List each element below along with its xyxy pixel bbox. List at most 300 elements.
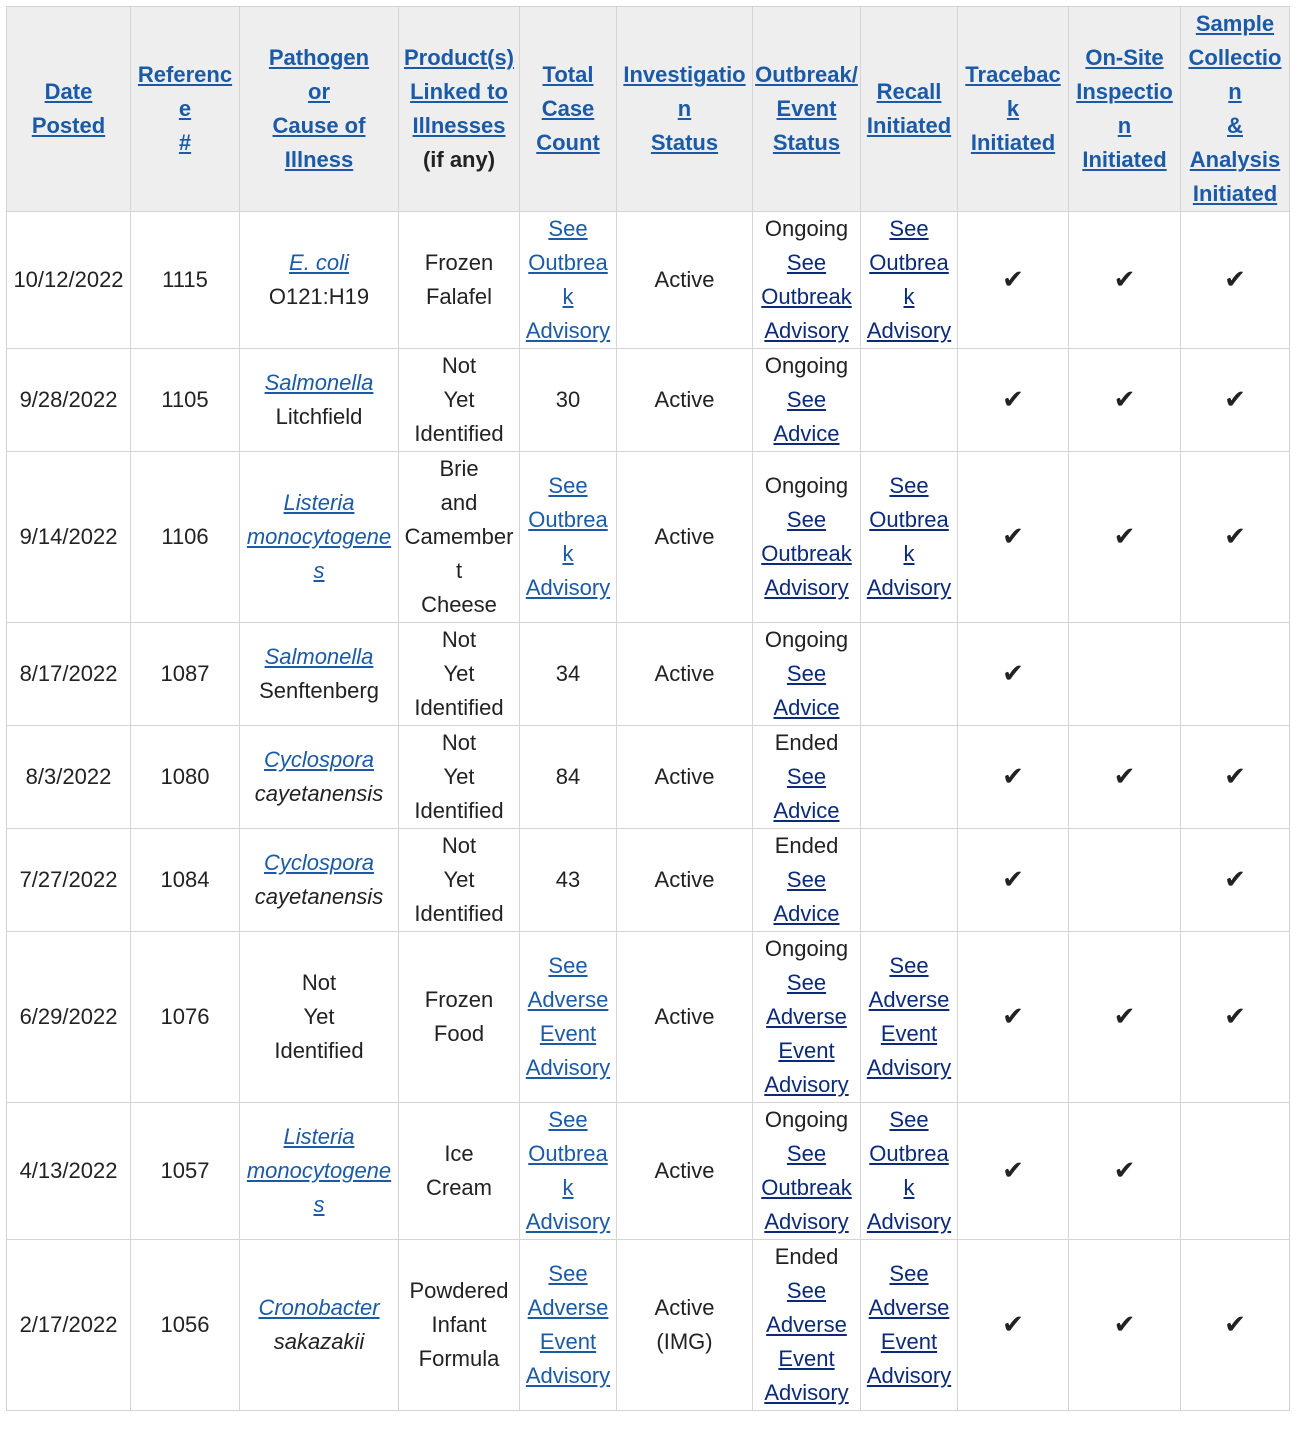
reference-number: 1080 <box>160 764 210 789</box>
outbreak-advisory-link-text: See <box>786 507 827 532</box>
outbreak-advisory-link-text: Advice <box>773 798 840 823</box>
product-text: Yet <box>443 387 475 412</box>
outbreak-advisory-link-text: Advisory <box>764 1209 849 1234</box>
checkmark-icon: ✔ <box>1113 761 1136 791</box>
date-posted: 2/17/2022 <box>19 1312 118 1337</box>
header-onsite-text: On-Site <box>1085 45 1164 70</box>
case-count-advisory-link-text: See <box>548 953 588 978</box>
cell-outbreak-status <box>753 212 861 349</box>
cell-investigation-status <box>617 726 753 829</box>
outbreak-status-text: Ended <box>774 730 839 755</box>
outbreak-advisory-link[interactable] <box>757 1137 856 1239</box>
header-traceback-text: Initiated <box>970 130 1056 155</box>
cell-pathogen <box>240 452 399 623</box>
checkmark-icon: ✔ <box>1002 761 1024 791</box>
checkmark-icon: ✔ <box>1002 264 1024 294</box>
cell-recall <box>861 1240 958 1411</box>
outbreak-advisory-link-text: Advisory <box>764 1072 849 1097</box>
header-outbreak-sort-link[interactable] <box>755 58 858 160</box>
product-text: Ice <box>444 1141 474 1166</box>
outbreak-advisory-link-text: Advisory <box>764 318 849 343</box>
header-reference-number <box>131 7 240 212</box>
header-cases-text: Case <box>541 96 595 121</box>
reference-number: 1056 <box>160 1312 210 1337</box>
header-onsite-sort-link[interactable] <box>1071 41 1178 177</box>
cell-recall <box>861 726 958 829</box>
cell-recall <box>861 452 958 623</box>
outbreak-advisory-link[interactable] <box>757 246 856 348</box>
cell-case-count <box>520 623 617 726</box>
recall-advisory-link-text: Adverse <box>868 1295 950 1320</box>
product-text: Identified <box>414 695 504 720</box>
cell-investigation-status <box>617 932 753 1103</box>
cell-product <box>399 212 520 349</box>
investigation-status: Active <box>654 1004 715 1029</box>
cell-outbreak-status <box>753 1103 861 1240</box>
pathogen-link[interactable] <box>244 246 394 280</box>
investigation-status: Active <box>654 387 715 412</box>
checkmark-icon: ✔ <box>1002 384 1024 414</box>
pathogen-text: Yet <box>303 1004 335 1029</box>
date-posted: 8/3/2022 <box>25 764 112 789</box>
cell-product <box>399 623 520 726</box>
cell-onsite-inspection <box>1069 726 1181 829</box>
recall-advisory-link-text: See <box>889 473 929 498</box>
cell-product <box>399 1240 520 1411</box>
checkmark-icon: ✔ <box>1224 1001 1246 1031</box>
cell-date-posted <box>7 1240 131 1411</box>
cell-sample-collection <box>1181 829 1290 932</box>
cell-case-count <box>520 212 617 349</box>
recall-advisory-link-text: Event <box>880 1021 938 1046</box>
investigation-status: Active <box>654 1158 715 1183</box>
product-text: Not <box>441 833 477 858</box>
cell-reference <box>131 452 240 623</box>
pathogen-link-text: Cyclospora <box>263 747 375 772</box>
reference-number: 1076 <box>160 1004 210 1029</box>
cell-pathogen <box>240 1103 399 1240</box>
cell-reference <box>131 1240 240 1411</box>
cell-outbreak-status <box>753 452 861 623</box>
case-count: 34 <box>555 661 581 686</box>
outbreak-advisory-link[interactable] <box>757 760 856 828</box>
cell-case-count <box>520 1103 617 1240</box>
recall-advisory-link-text: Advisory <box>866 1363 952 1388</box>
cell-recall <box>861 212 958 349</box>
outbreak-advisory-link-text: Advice <box>773 421 840 446</box>
outbreak-advisory-link[interactable] <box>757 1274 856 1410</box>
outbreak-advisory-link-text: Event <box>778 1038 835 1063</box>
header-investigation-sort-link[interactable] <box>619 58 750 160</box>
pathogen-link-text: E. coli <box>289 250 349 275</box>
case-count: 30 <box>555 387 581 412</box>
checkmark-icon: ✔ <box>1002 1155 1024 1185</box>
cell-case-count <box>520 349 617 452</box>
recall-advisory-link-text: Advisory <box>866 575 952 600</box>
case-count-advisory-link-text: Adverse <box>527 987 609 1012</box>
cell-reference <box>131 1103 240 1240</box>
product-text: Not <box>441 730 477 755</box>
cell-product <box>399 349 520 452</box>
case-count-advisory-link-text: Event <box>539 1021 597 1046</box>
header-product-sort-link[interactable] <box>401 41 517 143</box>
recall-advisory-link[interactable] <box>865 1257 953 1393</box>
outbreak-advisory-link-text: Advisory <box>764 575 849 600</box>
investigation-status: Active <box>654 1295 715 1320</box>
case-count-advisory-link[interactable] <box>524 469 612 605</box>
product-text: Food <box>433 1021 485 1046</box>
pathogen-link[interactable] <box>244 1120 394 1222</box>
header-product-text: Product(s) <box>404 45 514 70</box>
recall-advisory-link-text: Outbreak <box>869 507 949 566</box>
case-count-advisory-link-text: Outbreak <box>528 507 608 566</box>
pathogen-link-text: monocytogenes <box>246 1158 392 1217</box>
cell-outbreak-status <box>753 1240 861 1411</box>
recall-advisory-link-text: See <box>889 1261 929 1286</box>
cell-recall <box>861 1103 958 1240</box>
checkmark-icon: ✔ <box>1113 1309 1136 1339</box>
cell-investigation-status <box>617 349 753 452</box>
outbreak-advisory-link[interactable] <box>757 383 856 451</box>
recall-advisory-link-text: Event <box>880 1329 938 1354</box>
recall-advisory-link[interactable] <box>865 212 953 348</box>
cell-investigation-status <box>617 829 753 932</box>
pathogen-link-text: Listeria <box>283 1124 355 1149</box>
header-outbreak-text: Outbreak/ <box>755 62 858 87</box>
outbreak-advisory-link[interactable] <box>757 657 856 725</box>
cell-onsite-inspection <box>1069 932 1181 1103</box>
pathogen-link[interactable] <box>244 366 394 400</box>
header-pathogen-sort-link[interactable] <box>242 41 396 177</box>
investigation-status: (IMG) <box>656 1329 713 1354</box>
header-onsite-text: Inspection <box>1076 79 1173 138</box>
header-date-text: Posted <box>31 113 106 138</box>
checkmark-icon: ✔ <box>1113 1155 1136 1185</box>
pathogen-link[interactable] <box>244 640 394 674</box>
table-row <box>7 726 1290 829</box>
checkmark-icon: ✔ <box>1113 1001 1136 1031</box>
header-traceback-initiated <box>958 7 1069 212</box>
case-count-advisory-link-text: Event <box>539 1329 597 1354</box>
header-investigation-text: Investigation <box>623 62 746 121</box>
header-recall-initiated <box>861 7 958 212</box>
pathogen-link-text: Listeria <box>283 490 355 515</box>
checkmark-icon: ✔ <box>1224 761 1246 791</box>
product-text: Cream <box>425 1175 492 1200</box>
investigation-status: Active <box>654 661 715 686</box>
checkmark-icon: ✔ <box>1224 864 1246 894</box>
case-count-advisory-link[interactable] <box>524 1103 612 1239</box>
cell-pathogen <box>240 1240 399 1411</box>
outbreak-advisory-link-text: See <box>786 867 827 892</box>
checkmark-icon: ✔ <box>1224 384 1246 414</box>
cell-recall <box>861 349 958 452</box>
cell-pathogen <box>240 623 399 726</box>
table-body <box>7 212 1290 1411</box>
case-count-advisory-link-text: See <box>548 216 588 241</box>
date-posted: 9/14/2022 <box>19 524 118 549</box>
date-posted: 10/12/2022 <box>13 267 124 292</box>
checkmark-icon: ✔ <box>1002 521 1024 551</box>
table-row <box>7 623 1290 726</box>
reference-number: 1115 <box>162 267 208 292</box>
checkmark-icon: ✔ <box>1113 264 1136 294</box>
case-count-advisory-link-text: See <box>548 473 588 498</box>
investigation-status: Active <box>654 867 715 892</box>
cell-sample-collection <box>1181 212 1290 349</box>
cell-onsite-inspection <box>1069 623 1181 726</box>
recall-advisory-link[interactable] <box>865 949 953 1085</box>
table-row <box>7 212 1290 349</box>
recall-advisory-link[interactable] <box>865 469 953 605</box>
recall-advisory-link-text: Advisory <box>866 1209 952 1234</box>
reference-number: 1106 <box>161 524 209 549</box>
product-text: Not <box>441 627 477 652</box>
header-investigation-status <box>617 7 753 212</box>
cell-investigation-status <box>617 1240 753 1411</box>
case-count: 84 <box>555 764 581 789</box>
case-count-advisory-link-text: Outbreak <box>528 250 608 309</box>
product-text: Yet <box>443 661 475 686</box>
outbreak-advisory-link-text: Outbreak <box>761 541 852 566</box>
outbreak-advisory-link-text: Adverse <box>766 1312 847 1337</box>
checkmark-icon: ✔ <box>1224 521 1246 551</box>
cell-date-posted <box>7 1103 131 1240</box>
header-pathogen-text: Pathogen <box>268 45 370 70</box>
checkmark-icon: ✔ <box>1224 264 1246 294</box>
pathogen-link[interactable] <box>244 743 394 777</box>
reference-number: 1087 <box>160 661 210 686</box>
product-text: Camembert <box>404 524 514 583</box>
product-text: Yet <box>443 764 475 789</box>
cell-case-count <box>520 829 617 932</box>
cell-case-count <box>520 932 617 1103</box>
header-outbreak-status <box>753 7 861 212</box>
product-text: Not <box>441 353 477 378</box>
header-recall-text: Recall <box>876 79 942 104</box>
header-pathogen-text: Cause of <box>272 113 366 138</box>
header-sample-text: Collection <box>1188 45 1282 104</box>
pathogen-text: Identified <box>274 1038 364 1063</box>
cell-product <box>399 452 520 623</box>
header-date-posted <box>7 7 131 212</box>
recall-advisory-link-text: See <box>889 216 929 241</box>
pathogen-link-text: Salmonella <box>264 644 374 669</box>
outbreak-advisory-link[interactable] <box>757 966 856 1102</box>
cell-reference <box>131 349 240 452</box>
outbreak-advisory-link[interactable] <box>757 863 856 931</box>
pathogen-text: sakazakii <box>273 1329 365 1354</box>
pathogen-text: cayetanensis <box>254 884 384 909</box>
cell-product <box>399 932 520 1103</box>
outbreak-advisory-link-text: See <box>786 250 827 275</box>
cell-traceback <box>958 452 1069 623</box>
cell-date-posted <box>7 932 131 1103</box>
cell-onsite-inspection <box>1069 349 1181 452</box>
pathogen-link-text: monocytogenes <box>246 524 392 583</box>
product-text: Identified <box>414 901 504 926</box>
cell-investigation-status <box>617 623 753 726</box>
case-count-advisory-link[interactable] <box>524 1257 612 1393</box>
cell-sample-collection <box>1181 932 1290 1103</box>
investigation-status: Active <box>654 764 715 789</box>
table-header-row <box>7 7 1290 212</box>
date-posted: 4/13/2022 <box>19 1158 118 1183</box>
cell-sample-collection <box>1181 623 1290 726</box>
recall-advisory-link[interactable] <box>865 1103 953 1239</box>
checkmark-icon: ✔ <box>1002 658 1024 688</box>
outbreak-status-text: Ongoing <box>764 1107 849 1132</box>
pathogen-text: O121:H19 <box>268 284 370 309</box>
cell-outbreak-status <box>753 829 861 932</box>
header-sample-text: Analysis <box>1189 147 1281 172</box>
outbreak-status-text: Ongoing <box>764 473 849 498</box>
cell-investigation-status <box>617 452 753 623</box>
case-count-advisory-link-text: Advisory <box>525 575 611 600</box>
header-product-text: Linked to <box>410 79 508 104</box>
cell-reference <box>131 932 240 1103</box>
cell-traceback <box>958 1240 1069 1411</box>
cell-pathogen <box>240 212 399 349</box>
header-cases-sort-link[interactable] <box>522 58 614 160</box>
outbreak-advisory-link[interactable] <box>757 503 856 605</box>
product-text: Brie <box>439 456 479 481</box>
product-text: Frozen <box>424 987 494 1012</box>
reference-number: 1105 <box>161 387 209 412</box>
pathogen-text: cayetanensis <box>254 781 384 806</box>
outbreak-status-text: Ongoing <box>764 353 849 378</box>
cell-sample-collection <box>1181 452 1290 623</box>
outbreak-table-container <box>6 6 1289 1411</box>
pathogen-link-text: Cyclospora <box>263 850 375 875</box>
cell-product <box>399 726 520 829</box>
header-total-case-count <box>520 7 617 212</box>
cell-reference <box>131 829 240 932</box>
table-row <box>7 829 1290 932</box>
cell-date-posted <box>7 829 131 932</box>
cell-outbreak-status <box>753 932 861 1103</box>
header-traceback-sort-link[interactable] <box>960 58 1066 160</box>
checkmark-icon: ✔ <box>1002 864 1024 894</box>
date-posted: 7/27/2022 <box>19 867 118 892</box>
cell-pathogen <box>240 829 399 932</box>
outbreak-advisory-link-text: See <box>786 764 827 789</box>
cell-case-count <box>520 726 617 829</box>
pathogen-text: Senftenberg <box>259 678 379 703</box>
reference-number: 1057 <box>160 1158 210 1183</box>
checkmark-icon: ✔ <box>1002 1001 1024 1031</box>
recall-advisory-link-text: Outbreak <box>869 1141 949 1200</box>
outbreak-advisory-link-text: See <box>786 1278 827 1303</box>
cell-date-posted <box>7 212 131 349</box>
case-count-advisory-link-text: Advisory <box>525 318 611 343</box>
cell-date-posted <box>7 726 131 829</box>
case-count: 43 <box>555 867 581 892</box>
cell-pathogen <box>240 932 399 1103</box>
outbreak-advisory-link-text: Advice <box>773 901 840 926</box>
case-count-advisory-link-text: See <box>548 1261 588 1286</box>
cell-sample-collection <box>1181 1103 1290 1240</box>
pathogen-text: Litchfield <box>275 404 363 429</box>
reference-number: 1084 <box>160 867 210 892</box>
cell-onsite-inspection <box>1069 452 1181 623</box>
outbreak-investigations-table <box>6 6 1290 1411</box>
case-count-advisory-link-text: Adverse <box>527 1295 609 1320</box>
cell-sample-collection <box>1181 1240 1290 1411</box>
header-recall-text: Initiated <box>866 113 952 138</box>
outbreak-status-text: Ended <box>774 1244 839 1269</box>
header-date-sort-link[interactable] <box>9 75 128 143</box>
header-recall-sort-link[interactable] <box>863 75 955 143</box>
header-sample-text: Sample <box>1195 11 1275 36</box>
checkmark-icon: ✔ <box>1224 1309 1246 1339</box>
header-ref-text: # <box>178 130 192 155</box>
recall-advisory-link-text: See <box>889 953 929 978</box>
cell-pathogen <box>240 726 399 829</box>
pathogen-link[interactable] <box>244 1291 394 1325</box>
header-outbreak-text: Status <box>772 130 841 155</box>
product-text: Identified <box>414 421 504 446</box>
outbreak-status-text: Ongoing <box>764 936 849 961</box>
pathogen-link[interactable] <box>244 486 394 588</box>
product-text: Cheese <box>421 592 497 617</box>
date-posted: 8/17/2022 <box>19 661 118 686</box>
header-date-text: Date <box>44 79 93 104</box>
header-traceback-text: Traceback <box>965 62 1061 121</box>
case-count-advisory-link-text: See <box>548 1107 588 1132</box>
pathogen-link-text: Salmonella <box>264 370 374 395</box>
cell-sample-collection <box>1181 726 1290 829</box>
cell-onsite-inspection <box>1069 212 1181 349</box>
cell-investigation-status <box>617 212 753 349</box>
cell-traceback <box>958 212 1069 349</box>
header-ref-sort-link[interactable] <box>133 58 237 160</box>
recall-advisory-link-text: See <box>889 1107 929 1132</box>
product-text: Identified <box>414 798 504 823</box>
header-onsite-inspection <box>1069 7 1181 212</box>
cell-reference <box>131 623 240 726</box>
cell-traceback <box>958 1103 1069 1240</box>
outbreak-advisory-link-text: Advisory <box>764 1380 849 1405</box>
pathogen-link[interactable] <box>244 846 394 880</box>
header-cases-text: Total <box>542 62 594 87</box>
table-row <box>7 452 1290 623</box>
pathogen-link-text: Cronobacter <box>258 1295 380 1320</box>
cell-outbreak-status <box>753 623 861 726</box>
investigation-status: Active <box>654 524 715 549</box>
header-sample-sort-link[interactable] <box>1183 7 1287 211</box>
cell-sample-collection <box>1181 349 1290 452</box>
case-count-advisory-link[interactable] <box>524 212 612 348</box>
checkmark-icon: ✔ <box>1002 1309 1024 1339</box>
product-text: Yet <box>443 867 475 892</box>
cell-product <box>399 829 520 932</box>
case-count-advisory-link-text: Outbreak <box>528 1141 608 1200</box>
case-count-advisory-link-text: Advisory <box>525 1055 611 1080</box>
header-product-text: Illnesses <box>412 113 506 138</box>
product-text: Frozen <box>424 250 494 275</box>
product-text: Falafel <box>425 284 493 309</box>
checkmark-icon: ✔ <box>1113 384 1136 414</box>
cell-traceback <box>958 932 1069 1103</box>
case-count-advisory-link-text: Advisory <box>525 1209 611 1234</box>
case-count-advisory-link[interactable] <box>524 949 612 1085</box>
cell-outbreak-status <box>753 349 861 452</box>
header-ref-text: Reference <box>137 62 233 121</box>
cell-recall <box>861 623 958 726</box>
header-products-linked <box>399 7 520 212</box>
header-sample-text: & <box>1227 113 1243 138</box>
